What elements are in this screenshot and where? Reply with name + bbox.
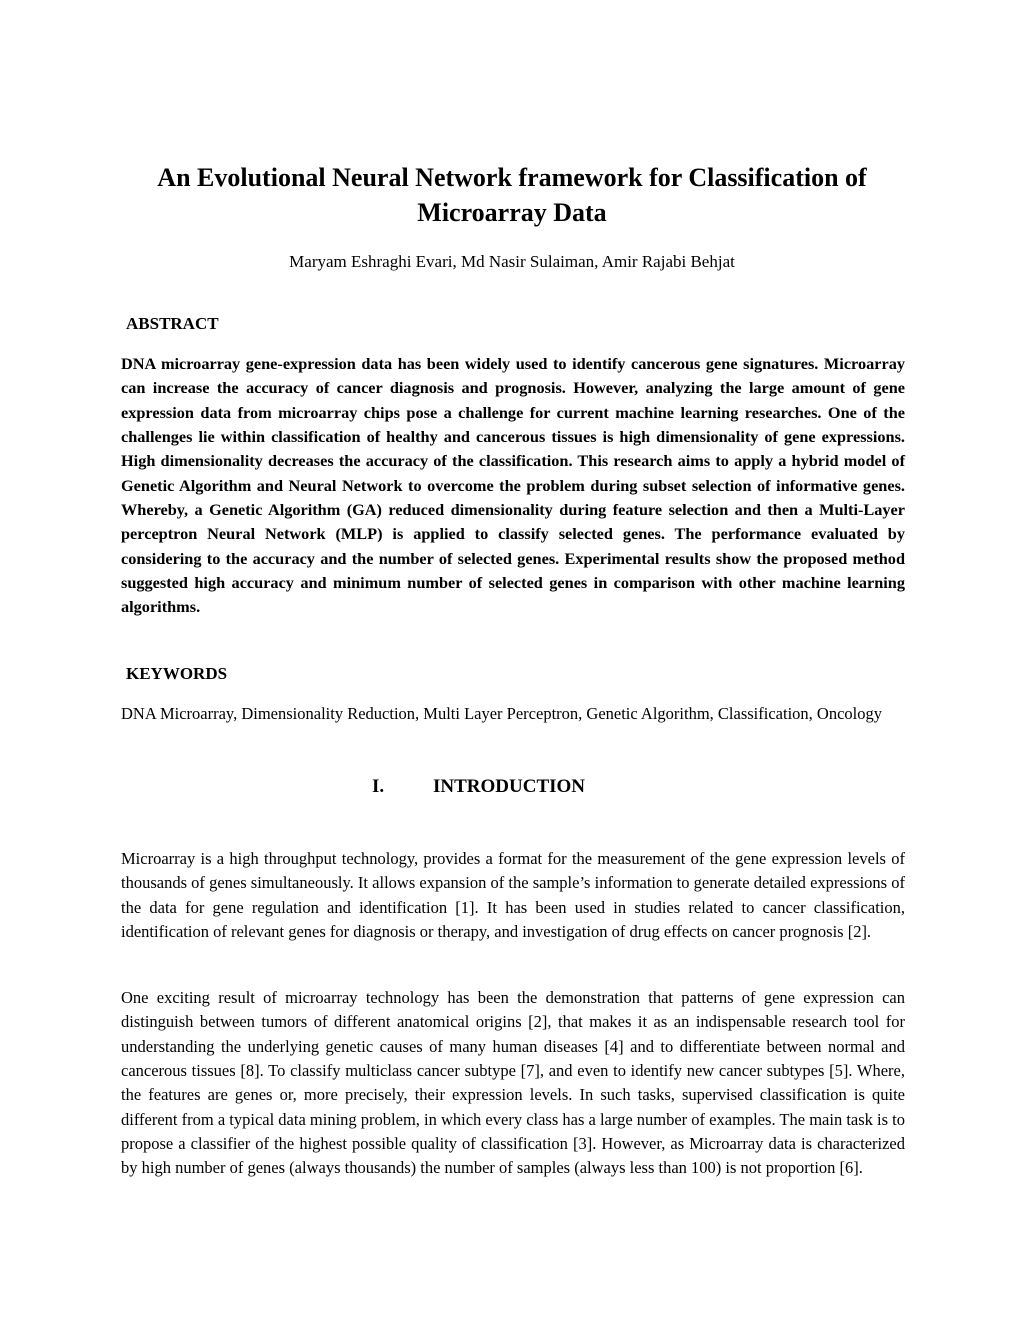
intro-paragraph: Microarray is a high throughput technology, provides a format for the measurement of the gene expression levels of thousands of genes simultaneously. It allows expansion of the sample’s information to generate detailed expressions of the data for gene regulation and identification [1]. It has been used in studies related to cancer classification, identification of relevant genes for diagnosis or therapy, and investigation of drug effects on cancer prognosis [2].: [121, 849, 905, 942]
abstract-text: DNA microarray gene-expression data has been widely used to identify cancerous gene signatures. Microarray can increase the accuracy of cancer diagnosis and prognosis. However, analyzing the large amount of gene expression data from microarray chips pose a challenge for current machine learning researches. One of the challenges lie within classification of healthy and cancerous tissues is high dimensionality of gene expressions. High dimensionality decreases the accuracy of the classification. This research aims to apply a hybrid model of Genetic Algorithm and Neural Network to overcome the problem during subset selection of informative genes. Whereby, a Genetic Algorithm (GA) reduced dimensionality during feature selection and then a Multi-Layer perceptron Neural Network (MLP) is applied to classify selected genes. The performance evaluated by considering to the accuracy and the number of selected genes. Experimental results show the proposed method suggested high accuracy and minimum number of selected genes in comparison with other machine learning algorithms.: [121, 354, 905, 617]
author-list: Maryam Eshraghi Evari, Md Nasir Sulaiman, Amir Rajabi Behjat: [289, 252, 735, 271]
paper-title: An Evolutional Neural Network framework for Classification of Microarray Data: [157, 163, 867, 227]
section-number: I.: [372, 776, 385, 797]
intro-paragraph: One exciting result of microarray technology has been the demonstration that patterns of gene expression can distinguish between tumors of different anatomical origins [2], that makes it as an indispensable research tool for understanding the underlying genetic causes of many human diseases [4] and to differentiate between normal and cancerous tissues [8]. To classify multiclass cancer subtype [7], and even to identify new cancer subtypes [5]. Where, the features are genes or, more precisely, their expression levels. In such tasks, supervised classification is quite different from a typical data mining problem, in which every class has a large number of examples. The main task is to propose a classifier of the highest possible quality of classification [3]. However, as Microarray data is characterized by high number of genes (always thousands) the number of samples (always less than 100) is not proportion [6].: [121, 988, 905, 1178]
introduction-heading: INTRODUCTION: [433, 776, 586, 797]
abstract-heading: ABSTRACT: [126, 314, 219, 333]
keywords-text: DNA Microarray, Dimensionality Reduction, Multi Layer Perceptron, Genetic Algorithm, Classification, Oncology: [121, 704, 882, 723]
keywords-heading: KEYWORDS: [126, 664, 228, 683]
